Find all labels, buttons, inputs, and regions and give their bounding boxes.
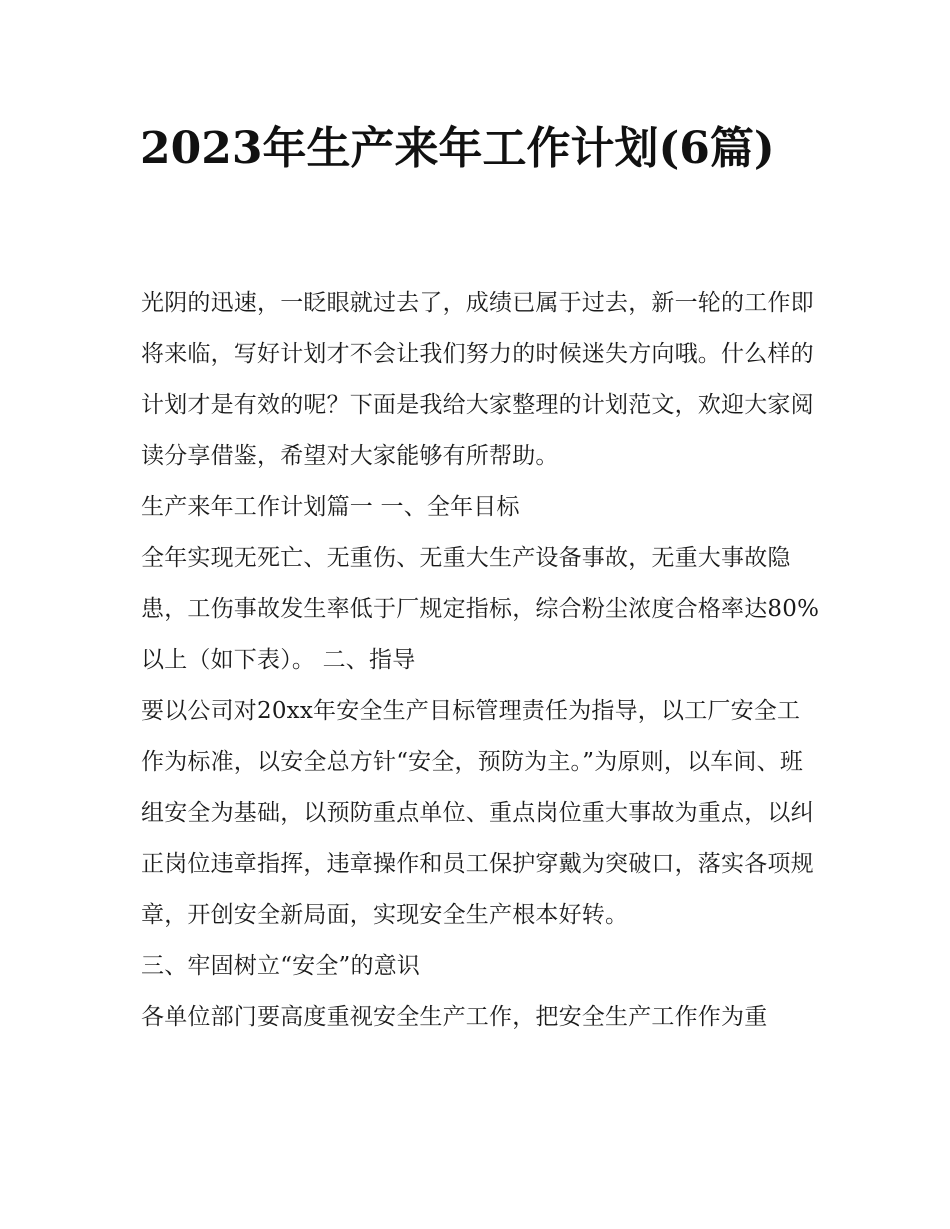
section-heading-awareness: 三、牢固树立“安全”的意识 (141, 953, 421, 979)
guidance-paragraph: 要以公司对20xx年安全生产目标管理责任为指导，以工厂安全工作为标准，以安全总方针“安全，预防为主。”为原则，以车间、班组安全为基础，以预防重点单位、重点岗位重大事故为重点，以纠正岗位违章指挥，违章操作和员工保护穿戴为突破口，落实各项规章，开创安全新局面，实现安全生产根本好转。 (141, 698, 814, 928)
document-body (141, 278, 821, 1043)
goal-paragraph: 全年实现无死亡、无重伤、无重大生产设备事故，无重大事故隐患，工伤事故发生率低于厂规定指标，综合粉尘浓度合格率达80%以上（如下表）。 二、指导 (141, 545, 820, 673)
intro-paragraph: 光阴的迅速，一眨眼就过去了，成绩已属于过去，新一轮的工作即将来临，写好计划才不会让我们努力的时候迷失方向哦。什么样的计划才是有效的呢？下面是我给大家整理的计划范文，欢迎大家阅读分享借鉴，希望对大家能够有所帮助。 (141, 290, 814, 469)
document-title: 2023年生产来年工作计划(6篇) (140, 123, 775, 174)
awareness-paragraph: 各单位部门要高度重视安全生产工作，把安全生产工作作为重 (141, 1004, 768, 1030)
section-heading-goal: 生产来年工作计划篇一 一、全年目标 (141, 494, 520, 520)
